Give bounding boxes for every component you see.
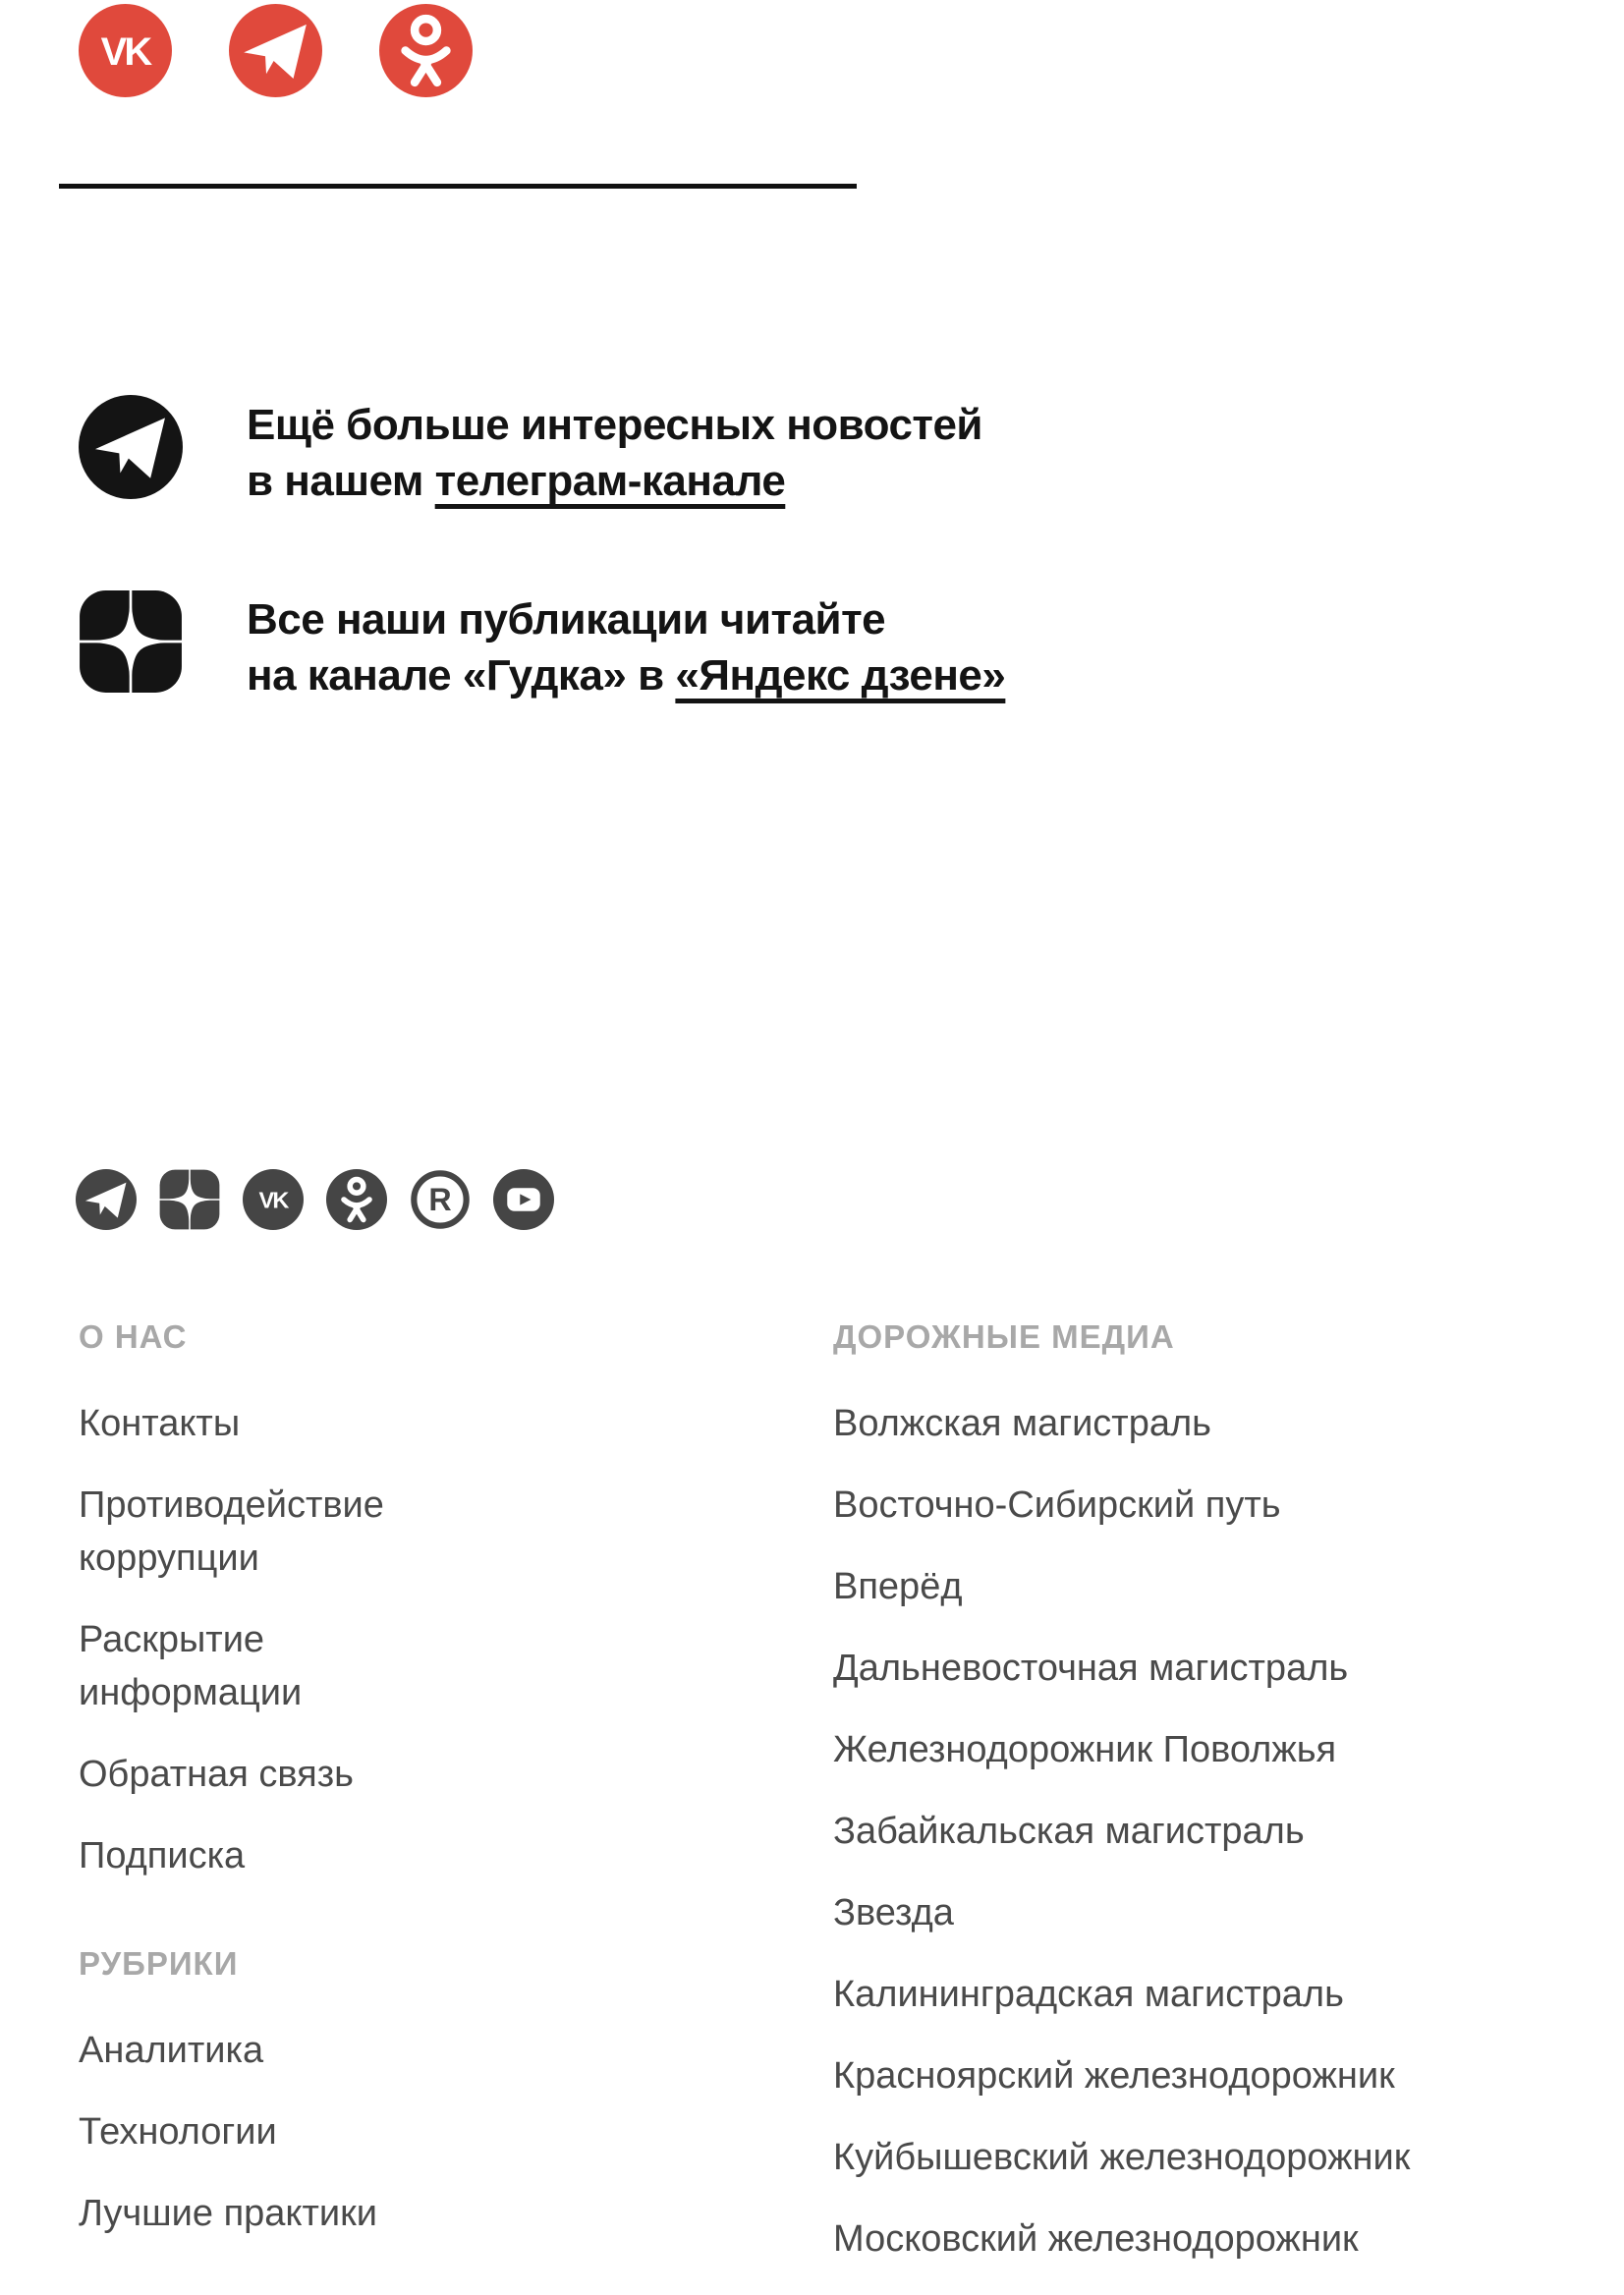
telegram-promo-line1: Ещё больше интересных новостей (247, 401, 982, 449)
media-links (833, 1397, 1580, 2266)
footer-link[interactable]: Противодействие коррупции (79, 1484, 384, 1579)
footer-link[interactable]: Дальневосточная магистраль (833, 1648, 1349, 1689)
footer-link[interactable]: Раскрытие информации (79, 1619, 303, 1713)
telegram-promo-text (247, 395, 982, 509)
telegram-icon[interactable] (76, 1169, 137, 1230)
footer-column-about (79, 1316, 452, 2268)
footer-link[interactable]: Обратная связь (79, 1754, 354, 1795)
zen-promo-line2-prefix: на канале «Гудка» в (247, 651, 676, 700)
footer-link[interactable]: Звезда (833, 1892, 954, 1933)
yandex-zen-link[interactable]: «Яндекс дзене» (675, 651, 1006, 700)
footer-link[interactable]: Куйбышевский железнодорожник (833, 2137, 1411, 2178)
footer-link[interactable]: Московский железнодорожник (833, 2218, 1359, 2260)
footer-column-media (833, 1316, 1580, 2294)
rubrics-section-title: РУБРИКИ (79, 1945, 239, 1982)
vk-icon[interactable] (79, 4, 172, 97)
telegram-promo-line2-prefix: в нашем (247, 457, 435, 505)
footer-link[interactable]: Восточно-Сибирский путь (833, 1484, 1281, 1526)
footer-link[interactable]: Волжская магистраль (833, 1403, 1211, 1444)
footer-link[interactable]: Технологии (79, 2111, 277, 2153)
top-social-row (79, 4, 473, 97)
footer-link[interactable]: Контакты (79, 1403, 241, 1444)
zen-promo-text (247, 589, 1005, 703)
svg-text:VK: VK (258, 1187, 288, 1213)
odnoklassniki-icon[interactable] (379, 4, 473, 97)
telegram-promo-line2 (247, 453, 982, 509)
media-section-title: ДОРОЖНЫЕ МЕДИА (833, 1318, 1175, 1355)
about-links (79, 1397, 452, 1882)
telegram-icon[interactable] (79, 395, 183, 499)
odnoklassniki-icon[interactable] (326, 1169, 387, 1230)
zen-promo (79, 589, 1005, 703)
divider-line (59, 184, 857, 189)
zen-promo-line1: Все наши публикации читайте (247, 595, 886, 644)
rutube-icon[interactable] (410, 1169, 471, 1230)
footer-social-row (76, 1169, 554, 1230)
footer-link[interactable]: Железнодорожник Поволжья (833, 1729, 1337, 1770)
footer-link[interactable]: Лучшие практики (79, 2193, 377, 2234)
svg-text:R: R (428, 1182, 452, 1218)
youtube-icon[interactable] (493, 1169, 554, 1230)
zen-promo-line2 (247, 647, 1005, 703)
rubrics-links (79, 2024, 452, 2240)
about-section-title: О НАС (79, 1318, 188, 1355)
vk-icon[interactable] (243, 1169, 304, 1230)
svg-text:VK: VK (100, 29, 150, 74)
footer-link[interactable]: Вперёд (833, 1566, 963, 1607)
footer-link[interactable]: Калининградская магистраль (833, 1974, 1344, 2015)
footer-link[interactable]: Аналитика (79, 2030, 264, 2071)
telegram-channel-link[interactable]: телеграм-канале (434, 457, 786, 505)
yandex-zen-icon[interactable] (79, 589, 183, 694)
footer-link[interactable]: Подписка (79, 1835, 246, 1876)
telegram-promo (79, 395, 982, 509)
footer-link[interactable]: Красноярский железнодорожник (833, 2055, 1395, 2097)
telegram-icon[interactable] (229, 4, 322, 97)
footer-link[interactable]: Забайкальская магистраль (833, 1811, 1305, 1852)
yandex-zen-icon[interactable] (159, 1169, 220, 1230)
